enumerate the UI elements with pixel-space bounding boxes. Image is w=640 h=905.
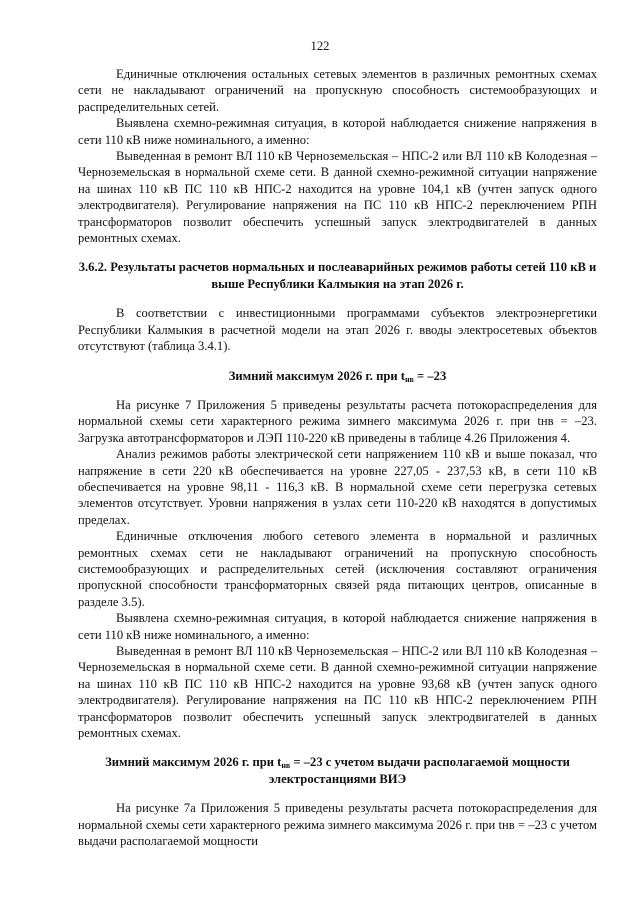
subscript-nv: нв: [281, 761, 291, 771]
paragraph: Выявлена схемно-режимная ситуация, в которой наблюдается снижение напряжения в сети 110 кВ ниже номинального, а именно:: [78, 116, 597, 147]
subheading-winter-max-res: [78, 754, 597, 787]
subheading-text: = –23 с учетом выдачи располагаемой мощности электростанциями ВИЭ: [268, 755, 570, 786]
subheading-winter-max: [78, 368, 597, 384]
paragraph: Выведенная в ремонт ВЛ 110 кВ Черноземельская – НПС-2 или ВЛ 110 кВ Колодезная – Черноземельская в нормальной схеме сети. В данной схемно-режимной ситуации напряжение на шинах 110 кВ ПС 110 кВ НПС-2 находится на уровне 93,68 кВ (учтен запуск одного электродвигателя). Регулирование напряжения на ПС 110 кВ НПС-2 переключением РПН трансформаторов позволит обеспечить успешный запуск электродвигателей в данных ремонтных схемах.: [78, 644, 597, 741]
paragraph: В соответствии с инвестиционными программами субъектов электроэнергетики Республики Калмыкия в расчетной модели на этап 2026 г. вводы электросетевых объектов отсутствуют (таблица 3.4.1).: [78, 306, 597, 354]
paragraph: Выведенная в ремонт ВЛ 110 кВ Черноземельская – НПС-2 или ВЛ 110 кВ Колодезная – Черноземельская в нормальной схеме сети. В данной схемно-режимной ситуации напряжение на шинах 110 кВ ПС 110 кВ НПС-2 находится на уровне 104,1 кВ (учтен запуск одного электродвигателя). Регулирование напряжения на ПС 110 кВ НПС-2 переключением РПН трансформаторов позволит обеспечить успешный запуск электродвигателей в данных ремонтных схемах.: [78, 149, 597, 246]
section-heading: 3.6.2. Результаты расчетов нормальных и послеаварийных режимов работы сетей 110 кВ и выше Республики Калмыкия на этап 2026 г.: [78, 260, 597, 291]
paragraph: Единичные отключения остальных сетевых элементов в различных ремонтных схемах сети не накладывают ограничений на пропускную способность системообразующих и распределительных сетей.: [78, 67, 597, 114]
paragraph: На рисунке 7 Приложения 5 приведены результаты расчета потокораспределения для нормальной схемы сети характерного режима зимнего максимума 2026 г. при tнв = –23. Загрузка автотрансформаторов и ЛЭП 110-220 кВ приведены в таблице 4.26 Приложения 4.: [78, 397, 597, 445]
subheading-text: Зимний максимум 2026 г. при t: [228, 368, 405, 383]
paragraph: Единичные отключения любого сетевого элемента в нормальной и различных ремонтных схемах сети не накладывают ограничений на пропускную способность системообразующих и распределительных сетей (исключения составляют ограничения пропускной способности трансформаторных связей ряда питающих центров, описанные в разделе 3.5).: [78, 529, 597, 609]
paragraph: Анализ режимов работы электрической сети напряжением 110 кВ и выше показал, что напряжение в сети 220 кВ обеспечивается на уровне 227,05 - 237,53 кВ, в сети 110 кВ обеспечивается на уровне 98,11 - 116,3 кВ. В нормальной схеме сети перегрузка сетевых элементов отсутствует. Уровни напряжения в узлах сети 110-220 кВ находятся в допустимых пределах.: [78, 447, 597, 527]
page-number: 122: [310, 39, 330, 53]
subheading-text: = –23: [413, 368, 447, 383]
paragraph: На рисунке 7а Приложения 5 приведены результаты расчета потокораспределения для нормальной схемы сети характерного режима зимнего максимума 2026 г. при tнв = –23 с учетом выдачи располагаемой мощности: [78, 801, 597, 849]
subheading-text: Зимний максимум 2026 г. при t: [105, 755, 282, 770]
page-content: [78, 66, 597, 849]
subscript-nv: нв: [404, 374, 414, 384]
paragraph: Выявлена схемно-режимная ситуация, в которой наблюдается снижение напряжения в сети 110 кВ ниже номинального, а именно:: [78, 611, 597, 642]
